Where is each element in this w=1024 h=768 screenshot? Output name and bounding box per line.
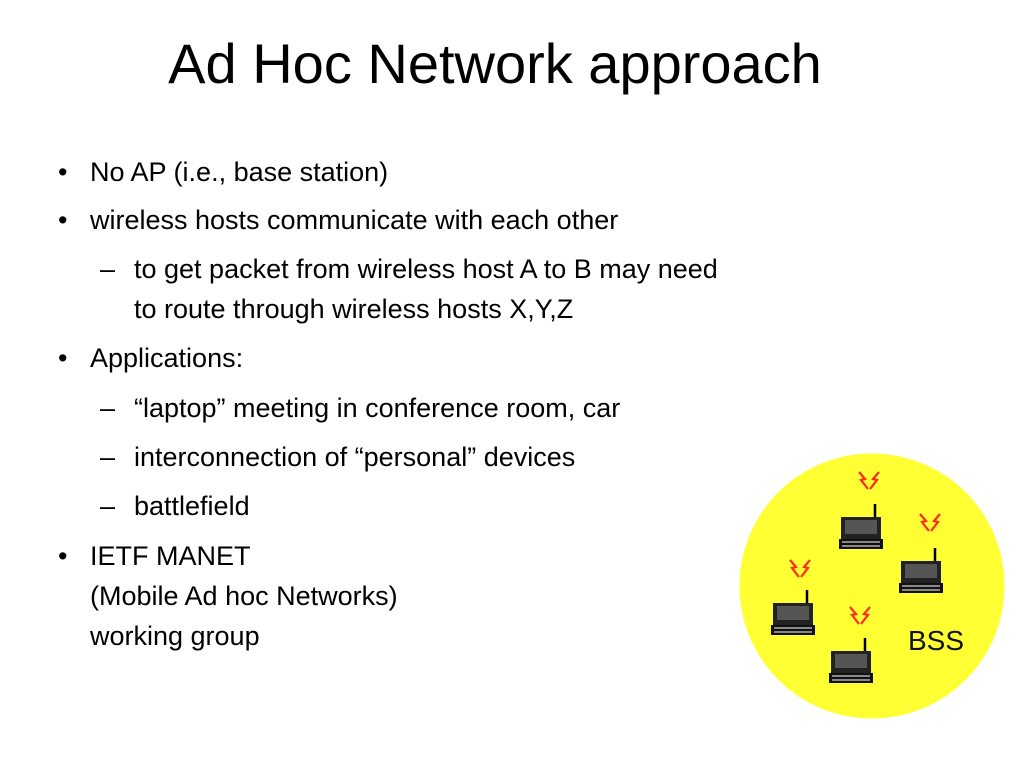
bullet-marker: • [58,157,68,187]
sub-bullet-marker: – [100,254,116,284]
sub-bullet-text: to route through wireless hosts X,Y,Z [134,294,574,324]
sub-bullet-marker: – [100,491,116,521]
sub-bullet-text: interconnection of “personal” devices [134,442,576,472]
bullet-marker: • [58,205,68,235]
sub-bullet-text: to get packet from wireless host A to B may need [134,254,718,284]
bullet-text: No AP (i.e., base station) [90,157,389,187]
sub-bullet-marker: – [100,393,116,423]
sub-bullet-text: “laptop” meeting in conference room, car [134,393,621,423]
bullet-marker: • [58,541,68,571]
bullet-text: IETF MANET [90,541,251,571]
sub-bullet-text: battlefield [134,491,250,521]
bullet-marker: • [58,343,68,373]
bullet-text: wireless hosts communicate with each other [90,205,619,235]
bullet-text: working group [90,621,260,651]
bullet-text: (Mobile Ad hoc Networks) [90,581,398,611]
bss-label: BSS [908,625,965,656]
bss-diagram [738,452,1006,720]
slide-title: Ad Hoc Network approach [168,32,822,95]
bullet-text: Applications: [90,343,244,373]
sub-bullet-marker: – [100,442,116,472]
